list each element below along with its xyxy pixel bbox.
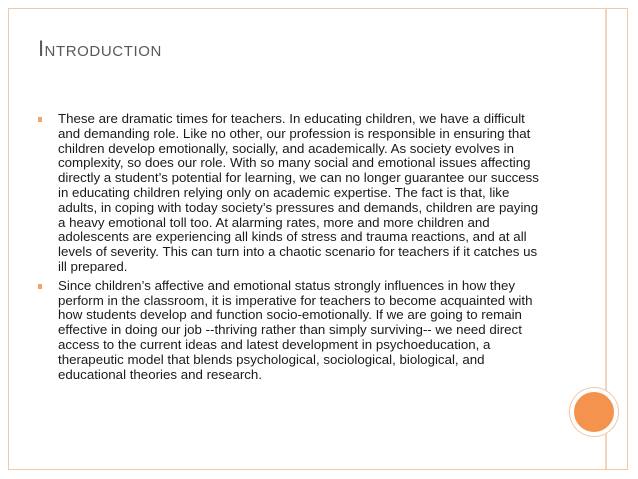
square-bullet-icon bbox=[38, 284, 42, 289]
bullet-list bbox=[36, 112, 546, 386]
bullet-item bbox=[36, 112, 546, 275]
bullet-item bbox=[36, 279, 546, 383]
slide-title bbox=[38, 36, 162, 62]
bullet-text: Since children’s affective and emotional status strongly influences in how they perform in the classroom, it is imperative for teachers to become acquainted with how students develop and function socio-emotionally. If we are going to remain effective in doing our job --thriving rather than simply surviving-- we need direct access to the current ideas and latest development in psychoeducation, a therapeutic model that blends psychological, sociological, biological, and educational theories and research. bbox=[58, 277, 533, 382]
bullet-text: These are dramatic times for teachers. In educating children, we have a difficult and demanding role. Like no other, our profession is responsible in ensuring that children develop emotionally, socially, and academically. As society evolves in complexity, so does our role. With so many social and emotional issues affecting directly a student’s potential for learning, we can no longer guarantee our success in educating children relying only on academic expertise. The fact is that, like adults, in coping with today society’s pressures and demands, children are paying a heavy emotional toll too. At alarming rates, more and more children and adolescents are experiencing all kinds of stress and trauma reactions, and at all levels of severity. This can turn into a chaotic scenario for teachers if it catches us ill prepared. bbox=[58, 111, 539, 274]
square-bullet-icon bbox=[38, 117, 42, 122]
slide-title-initial: I bbox=[38, 36, 45, 61]
slide-title-rest: NTRODUCTION bbox=[44, 43, 162, 60]
decorative-orange-circle bbox=[570, 388, 618, 436]
